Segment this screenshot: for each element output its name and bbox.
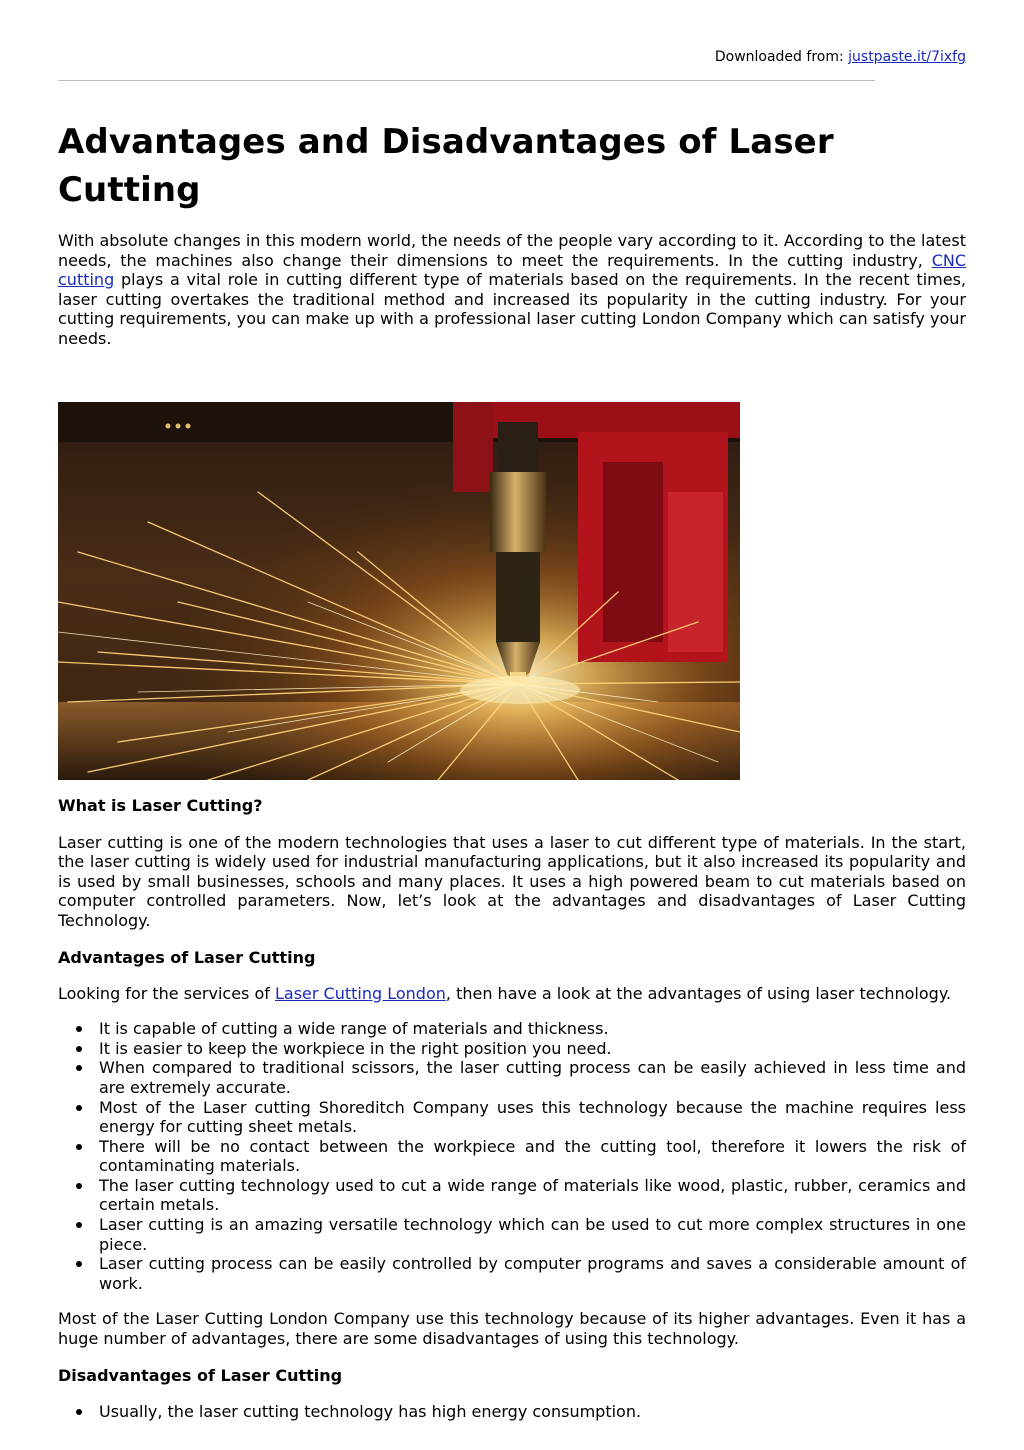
bullet-icon	[76, 1026, 82, 1032]
intro-text-end: plays a vital role in cutting different type of materials based on the requirements. In the recent times, laser cutting overtakes the traditional method and increased its popularity in the cutting industry. For your cutting requirements, you can make up with a professional laser cutting London Company which can satisfy your needs.	[58, 270, 966, 348]
list-item	[99, 1215, 966, 1254]
download-source	[715, 48, 966, 66]
source-link[interactable]: justpaste.it/7ixfg	[848, 49, 966, 65]
advantages-list	[58, 1019, 966, 1293]
bullet-icon	[76, 1409, 82, 1415]
what-heading: What is Laser Cutting?	[58, 795, 263, 815]
advantages-intro-end: , then have a look at the advantages of using laser technology.	[445, 983, 952, 1003]
bullet-icon	[76, 1046, 82, 1052]
bullet-icon	[76, 1144, 82, 1150]
laser-cutting-london-link[interactable]: Laser Cutting London	[274, 983, 446, 1003]
list-item	[99, 1019, 966, 1039]
source-prefix: Downloaded from:	[714, 49, 849, 65]
bullet-icon	[76, 1261, 82, 1267]
list-item-text: The laser cutting technology used to cut a wide range of materials like wood, plastic, rubber, ceramics and certain metals.	[99, 1175, 966, 1215]
intro-text-start: With absolute changes in this modern world, the needs of the people vary according to it. According to the latest needs, the machines also change their dimensions to meet the requirements. In the cutting industry,	[58, 231, 966, 270]
bullet-icon	[76, 1183, 82, 1189]
list-item-text: It is capable of cutting a wide range of materials and thickness.	[99, 1019, 609, 1039]
summary-paragraph: Most of the Laser Cutting London Company use this technology because of its higher advantages. Even it has a huge number of advantages, there are some disadvantages of using this technology.	[58, 1309, 966, 1349]
disadvantages-heading: Disadvantages of Laser Cutting	[58, 1365, 343, 1385]
header-divider	[58, 80, 875, 81]
list-item-text: Laser cutting process can be easily controlled by computer programs and saves a considerable amount of work.	[99, 1254, 966, 1293]
laser-cutting-photo	[58, 402, 740, 780]
list-item-text: It is easier to keep the workpiece in the right position you need.	[99, 1038, 612, 1058]
list-item	[99, 1176, 966, 1215]
article-body	[58, 118, 966, 1421]
advantages-heading: Advantages of Laser Cutting	[58, 947, 316, 967]
disadvantages-list	[58, 1402, 966, 1422]
list-item	[99, 1137, 966, 1176]
bullet-icon	[76, 1105, 82, 1111]
article-title: Advantages and Disadvantages of Laser Cutting	[58, 122, 834, 210]
list-item	[99, 1402, 966, 1422]
cnc-cutting-link[interactable]: CNC cutting	[58, 250, 966, 290]
list-item	[99, 1098, 966, 1137]
bullet-icon	[76, 1065, 82, 1071]
what-paragraph: Laser cutting is one of the modern technologies that uses a laser to cut different type of materials. In the start, the laser cutting is widely used for industrial manufacturing applications, but it also increased its popularity and is used by small businesses, schools and many places. It uses a high powered beam to cut materials based on computer controlled parameters. Now, let’s look at the advantages and disadvantages of Laser Cutting Technology.	[58, 832, 966, 930]
list-item-text: Laser cutting is an amazing versatile technology which can be used to cut more complex structures in one piece.	[99, 1215, 966, 1254]
list-item-text: There will be no contact between the workpiece and the cutting tool, therefore it lowers the risk of contaminating materials.	[99, 1136, 966, 1176]
list-item	[99, 1058, 966, 1097]
advantages-intro-start: Looking for the services of	[58, 983, 275, 1003]
list-item-text: Most of the Laser cutting Shoreditch Company uses this technology because the machine requires less energy for cutting sheet metals.	[99, 1097, 966, 1137]
list-item-text: Usually, the laser cutting technology has high energy consumption.	[99, 1401, 642, 1421]
list-item	[99, 1254, 966, 1293]
bullet-icon	[76, 1222, 82, 1228]
list-item	[99, 1039, 966, 1059]
advantages-intro	[58, 984, 966, 1004]
intro-paragraph	[58, 231, 966, 349]
list-item-text: When compared to traditional scissors, the laser cutting process can be easily achieved in less time and are extremely accurate.	[99, 1058, 966, 1097]
